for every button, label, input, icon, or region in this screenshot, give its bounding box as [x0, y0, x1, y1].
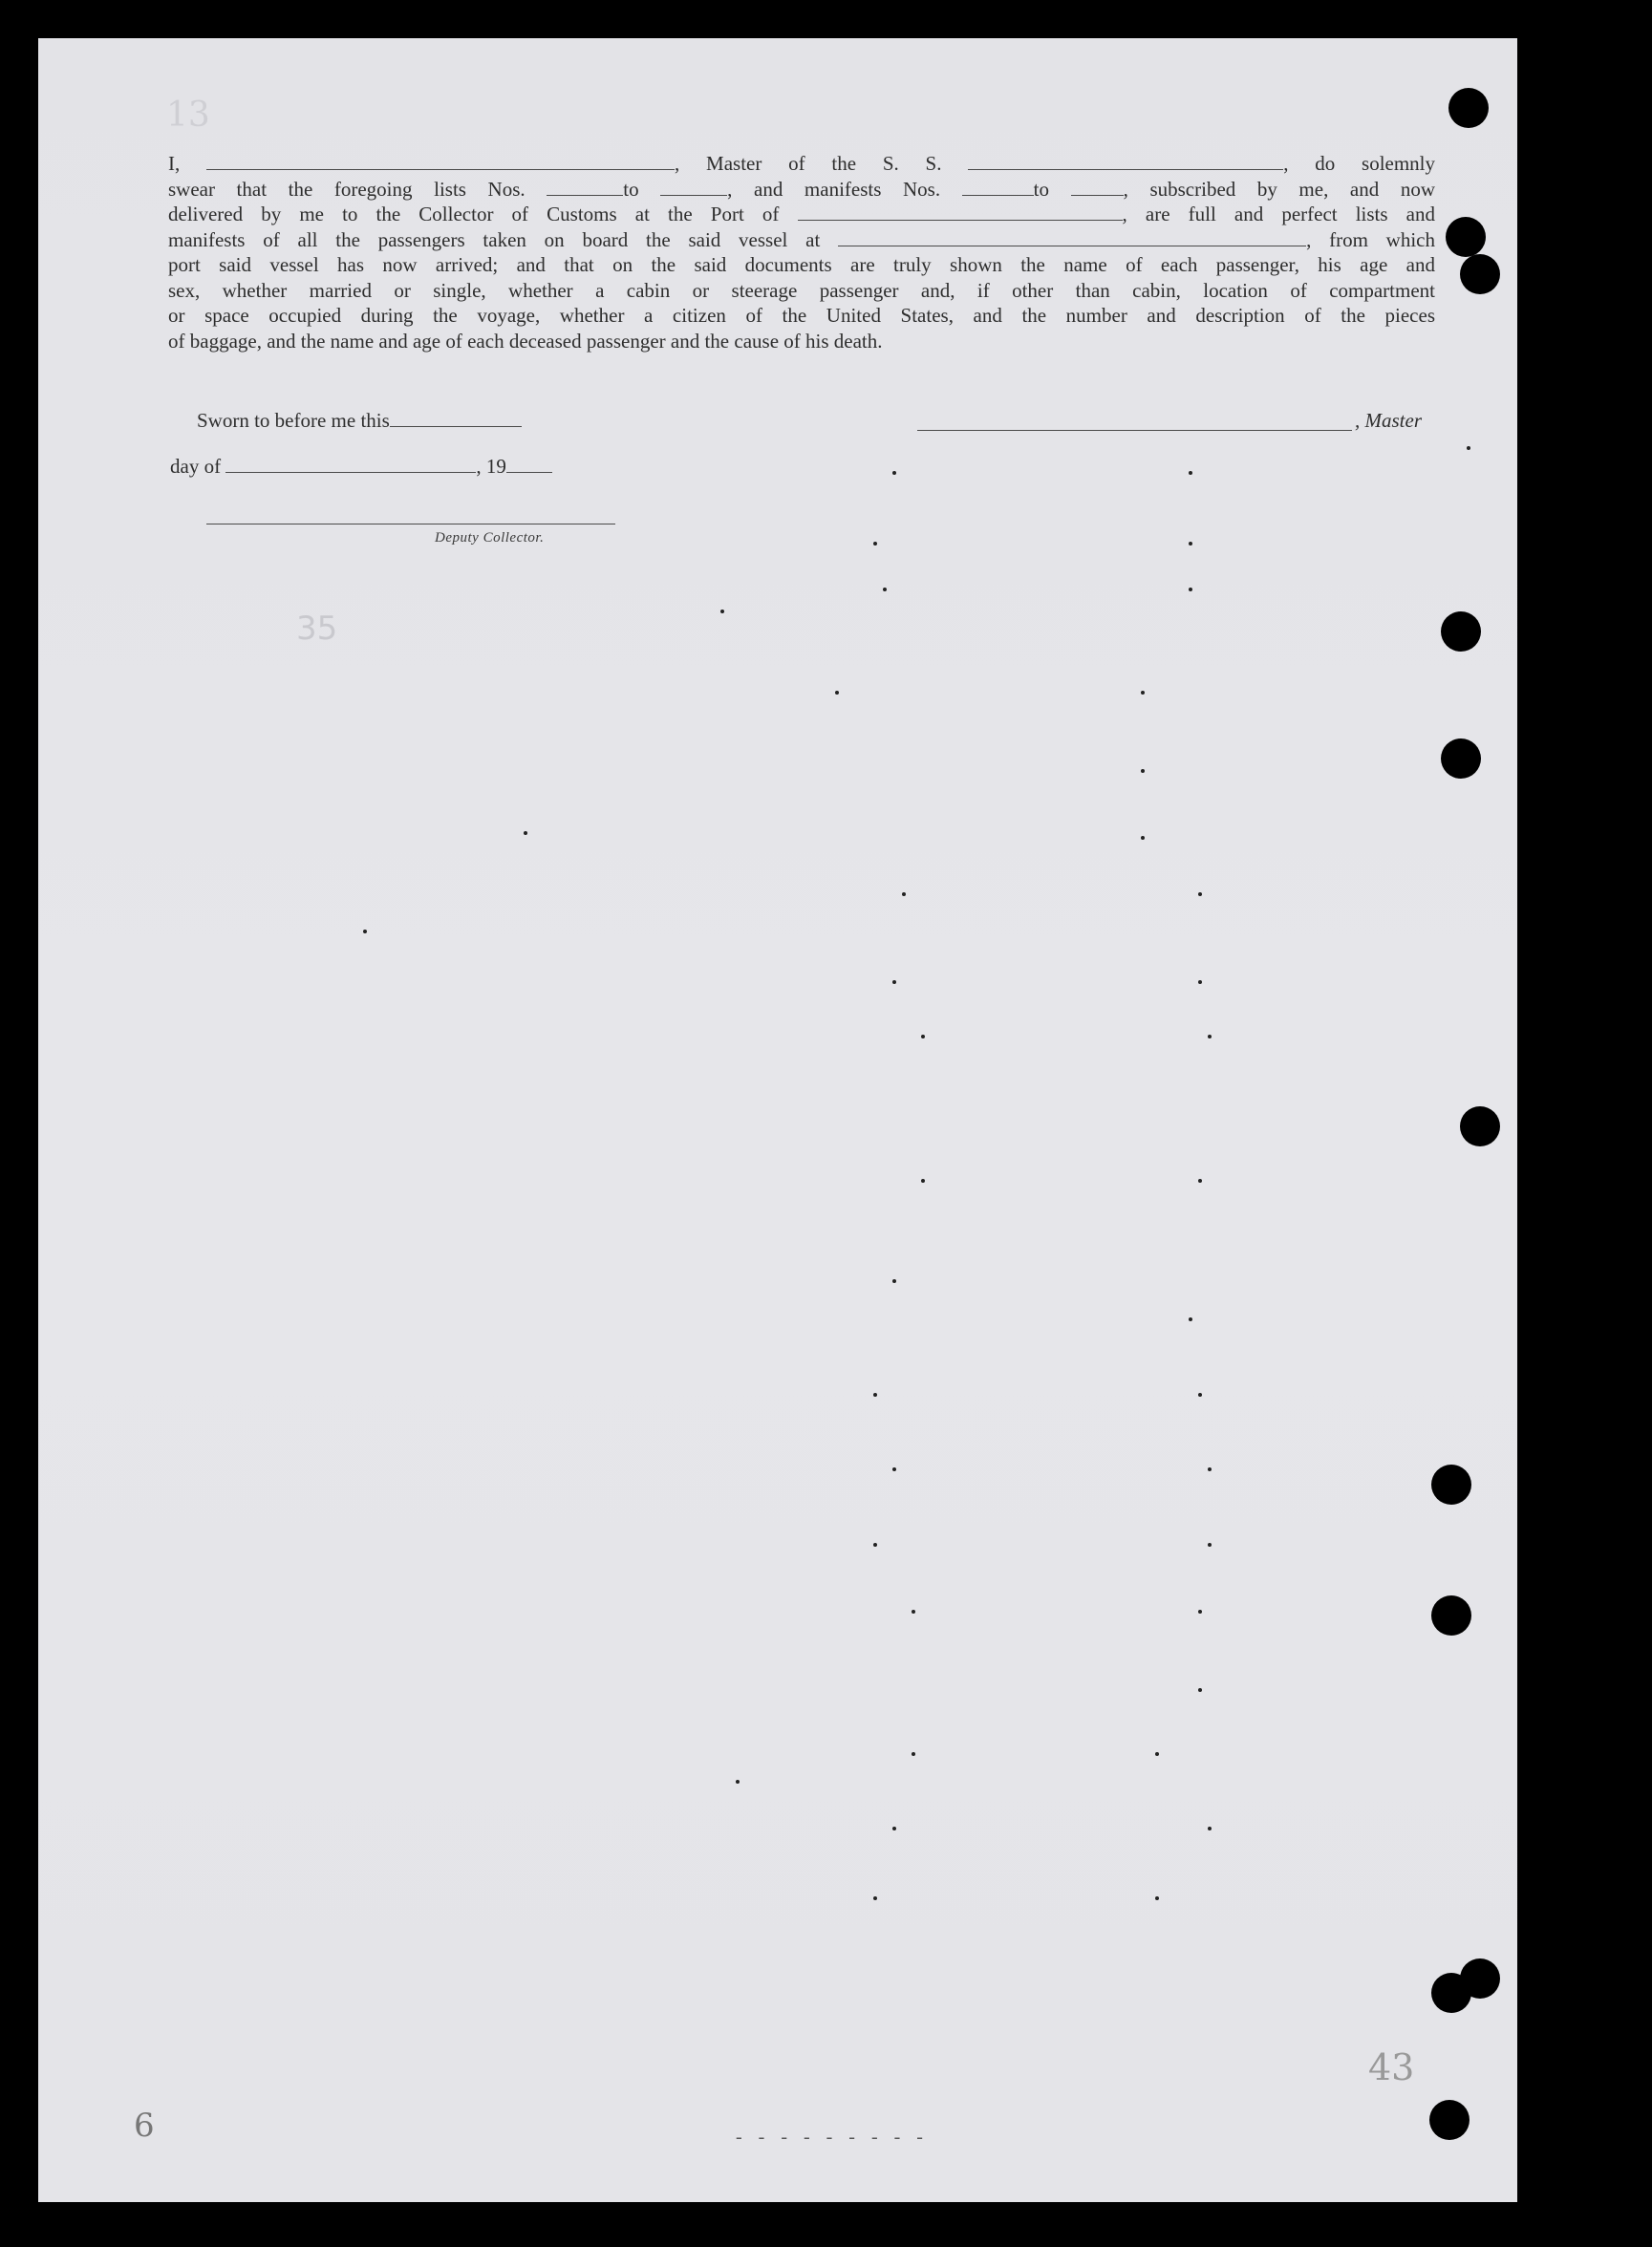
- ink-speck: [1208, 1827, 1212, 1830]
- day-of-text: day of: [170, 455, 222, 478]
- ink-speck: [892, 1279, 896, 1283]
- footer-dashes: - - - - - - - - -: [736, 2127, 929, 2148]
- ink-speck: [524, 831, 527, 835]
- punch-hole: [1441, 738, 1481, 779]
- ink-speck: [1141, 769, 1145, 773]
- punch-hole: [1460, 254, 1500, 294]
- oath-text: manifests of all the passengers taken on board the said vessel at: [168, 227, 821, 251]
- blank-list-from: [547, 182, 623, 196]
- blank-list-to: [660, 182, 727, 196]
- ink-speck: [1189, 1317, 1192, 1321]
- bottom-left-number: 6: [134, 2107, 155, 2145]
- ink-speck: [883, 588, 887, 591]
- ink-speck: [1155, 1752, 1159, 1756]
- ink-speck: [892, 471, 896, 475]
- ink-speck: [873, 1543, 877, 1547]
- blank-month: [225, 459, 476, 473]
- blank-year: [506, 459, 552, 473]
- ink-speck: [1198, 1393, 1202, 1397]
- ink-speck: [1198, 1610, 1202, 1614]
- sworn-statement: [197, 409, 522, 433]
- oath-text: to: [623, 177, 639, 201]
- ink-speck: [1198, 1179, 1202, 1183]
- ink-speck: [1141, 836, 1145, 840]
- oath-line-4: [168, 227, 1435, 253]
- date-line: [170, 455, 552, 479]
- oath-text: , are full and perfect lists and: [1122, 203, 1435, 225]
- oath-line-5: port said vessel has now arrived; and that on the said documents are truly shown the name of each passenger, his age and: [168, 253, 1435, 276]
- oath-text: , and manifests Nos.: [727, 177, 941, 201]
- ink-speck: [892, 980, 896, 984]
- ink-speck: [1208, 1467, 1212, 1471]
- ink-speck: [1189, 471, 1192, 475]
- oath-text: I,: [168, 152, 181, 175]
- ink-speck: [1208, 1035, 1212, 1038]
- oath-text: , from which: [1306, 227, 1436, 251]
- ink-speck: [892, 1827, 896, 1830]
- document-page: [38, 38, 1517, 2202]
- ink-speck: [921, 1179, 925, 1183]
- ink-speck: [873, 1393, 877, 1397]
- punch-hole: [1429, 2100, 1470, 2140]
- blank-port: [798, 206, 1123, 221]
- punch-hole: [1446, 217, 1486, 257]
- oath-text: , subscribed by me, and now: [1123, 177, 1436, 201]
- punch-hole: [1448, 88, 1489, 128]
- ink-speck: [921, 1035, 925, 1038]
- ink-speck: [736, 1780, 740, 1784]
- oath-line-3: [168, 202, 1435, 227]
- blank-ship-name: [968, 156, 1283, 170]
- punch-hole: [1441, 611, 1481, 652]
- ink-speck: [1198, 892, 1202, 896]
- ink-speck: [892, 1467, 896, 1471]
- master-signature-line: [917, 430, 1352, 431]
- oath-text: , do solemnly: [1283, 152, 1436, 175]
- punch-hole: [1431, 1973, 1471, 2013]
- oath-line-8: of baggage, and the name and age of each deceased passenger and the cause of his death.: [168, 329, 883, 353]
- master-label: , Master: [1355, 409, 1422, 432]
- oath-line-1: [168, 151, 1435, 177]
- blank-manifest-from: [962, 182, 1034, 196]
- year-prefix: , 19: [476, 455, 506, 478]
- blank-master-name: [206, 156, 675, 170]
- ink-speck: [1189, 588, 1192, 591]
- ink-speck: [1198, 1688, 1202, 1692]
- ink-speck: [873, 1896, 877, 1900]
- blank-manifest-to: [1071, 182, 1124, 196]
- oath-text: to: [1033, 177, 1050, 201]
- oath-paragraph: [168, 151, 1435, 353]
- ink-speck: [835, 691, 839, 695]
- oath-text: , Master of the S. S.: [675, 152, 942, 175]
- ink-speck: [912, 1610, 915, 1614]
- faint-page-number: 13: [166, 96, 210, 135]
- ink-speck: [1141, 691, 1145, 695]
- punch-hole: [1431, 1595, 1471, 1636]
- ink-speck: [1198, 980, 1202, 984]
- ink-speck: [902, 892, 906, 896]
- blank-departure-port: [838, 232, 1306, 246]
- oath-text: swear that the foregoing lists Nos.: [168, 177, 526, 201]
- ink-speck: [1155, 1896, 1159, 1900]
- ink-speck: [1208, 1543, 1212, 1547]
- bottom-right-number: 43: [1368, 2046, 1415, 2088]
- oath-text: delivered by me to the Collector of Customs at the Port of: [168, 203, 780, 225]
- ink-speck: [363, 930, 367, 933]
- oath-line-2: [168, 177, 1435, 203]
- oath-line-6: sex, whether married or single, whether a cabin or steerage passenger and, if other than cabin, location of compartment: [168, 278, 1435, 302]
- ink-speck: [912, 1752, 915, 1756]
- sworn-text: Sworn to before me this: [197, 409, 390, 432]
- ink-speck: [1467, 446, 1470, 450]
- ink-speck: [873, 542, 877, 546]
- faint-number: 35: [296, 610, 338, 648]
- ink-speck: [720, 610, 724, 613]
- punch-hole: [1460, 1106, 1500, 1146]
- ink-speck: [1189, 542, 1192, 546]
- oath-line-7: or space occupied during the voyage, whether a citizen of the United States, and the number and description of the pieces: [168, 304, 1435, 327]
- blank-sworn-day: [390, 413, 522, 427]
- punch-hole: [1431, 1465, 1471, 1505]
- deputy-collector-label: Deputy Collector.: [435, 530, 545, 546]
